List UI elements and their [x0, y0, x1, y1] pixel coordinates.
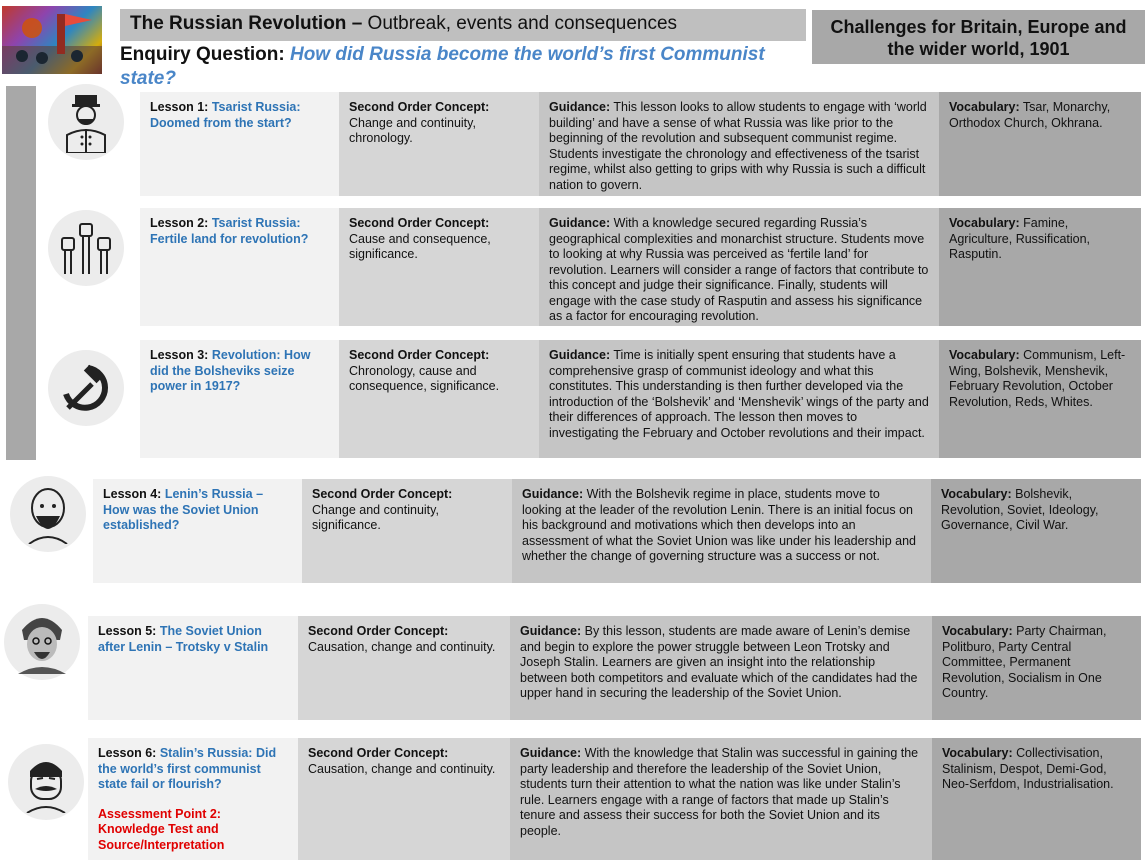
- lesson-title-cell: Lesson 2: Tsarist Russia: Fertile land for revolution?: [140, 208, 339, 326]
- vocabulary-cell: Vocabulary: Famine, Agriculture, Russification, Rasputin.: [939, 208, 1141, 326]
- vocabulary-cell: Vocabulary: Collectivisation, Stalinism, Despot, Demi-God, Neo-Serfdom, Industrialisation.: [932, 738, 1141, 860]
- lesson-row: [140, 208, 1141, 326]
- lesson-title-cell: Lesson 3: Revolution: How did the Bolsheviks seize power in 1917?: [140, 340, 339, 458]
- guidance-cell: Guidance: This lesson looks to allow students to engage with ‘world building’ and have a sense of what Russia was like prior to the beginning of the revolution and subsequent communist regime. Students investigate the chronology and effectiveness of the tsarist regime, whilst also getting to grips with why Russia is such a difficult nation to govern.: [539, 92, 939, 196]
- enquiry-label: Enquiry Question:: [120, 44, 285, 65]
- assessment-point: Assessment Point 2: Knowledge Test and Source/Interpretation: [98, 806, 225, 852]
- lesson-row: [140, 92, 1141, 196]
- concept-cell: Second Order Concept: Causation, change and continuity.: [298, 738, 510, 860]
- lenin-icon: [10, 476, 86, 552]
- revolution-painting-image: [2, 6, 102, 74]
- raised-fists-icon: [48, 210, 124, 286]
- guidance-cell: Guidance: With the knowledge that Stalin was successful in gaining the party leadership and therefore the leadership of the Soviet Union, students turn their attention to what the nation was like under Stalin’s rule. Learners engage with a range of factors that made up Stalin’s tenure and assess their success for both the Soviet Union and its people.: [510, 738, 932, 860]
- vocabulary-cell: Vocabulary: Party Chairman, Politburo, Party Central Committee, Permanent Revolution, Socialism in One Country.: [932, 616, 1141, 720]
- lesson-row: [93, 479, 1141, 583]
- enquiry-question-text: How did Russia become the world’s first Communist state?: [120, 44, 765, 89]
- vocabulary-cell: Vocabulary: Tsar, Monarchy, Orthodox Church, Okhrana.: [939, 92, 1141, 196]
- tsar-icon: [48, 84, 124, 160]
- lesson-title-cell: Lesson 4: Lenin’s Russia – How was the Soviet Union established?: [93, 479, 302, 583]
- lesson-title: Revolution: How did the Bolsheviks seize power in 1917?: [150, 348, 311, 393]
- trotsky-icon: [4, 604, 80, 680]
- lesson-title: The Soviet Union after Lenin – Trotsky v Stalin: [98, 624, 269, 654]
- guidance-cell: Guidance: Time is initially spent ensuring that students have a comprehensive grasp of communist ideology and what this constitutes. This understanding is then further developed via the introduction of the ‘Bolshevik’ and ‘Menshevik’ wings of the party and their differences of approach. The lesson then moves to investigating the February and October revolutions and their impact.: [539, 340, 939, 458]
- lesson-title-cell: Lesson 5: The Soviet Union after Lenin – Trotsky v Stalin: [88, 616, 298, 720]
- concept-cell: Second Order Concept: Cause and consequence, significance.: [339, 208, 539, 326]
- lesson-title-cell: Lesson 1: Tsarist Russia: Doomed from the start?: [140, 92, 339, 196]
- vocabulary-cell: Vocabulary: Bolshevik, Revolution, Soviet, Ideology, Governance, Civil War.: [931, 479, 1141, 583]
- unit-title: The Russian Revolution – Outbreak, events and consequences: [120, 9, 806, 41]
- lesson-title: Tsarist Russia: Doomed from the start?: [150, 100, 301, 130]
- stalin-icon: [8, 744, 84, 820]
- lesson-row: [140, 340, 1141, 458]
- lesson-row: [88, 738, 1141, 860]
- concept-cell: Second Order Concept: Chronology, cause and consequence, significance.: [339, 340, 539, 458]
- concept-cell: Second Order Concept: Change and continuity, significance.: [302, 479, 512, 583]
- vocabulary-cell: Vocabulary: Communism, Left-Wing, Bolshevik, Menshevik, February Revolution, October Revolution, Reds, Whites.: [939, 340, 1141, 458]
- concept-cell: Second Order Concept: Change and continuity, chronology.: [339, 92, 539, 196]
- section-bar: [6, 86, 36, 460]
- challenge-heading: Challenges for Britain, Europe and the wider world, 1901: [812, 10, 1145, 64]
- guidance-cell: Guidance: By this lesson, students are made aware of Lenin’s demise and begin to explore the power struggle between Leon Trotsky and Joseph Stalin. Learners are given an insight into the relationship between both competitors and evaluate which of the candidates had the upper hand in securing the leadership of the Soviet Union.: [510, 616, 932, 720]
- lesson-title-cell: Lesson 6: Stalin’s Russia: Did the world’s first communist state fail or flourish? Assessment Point 2: Knowledge Test and Source/Interpretation: [88, 738, 298, 860]
- lesson-title: Stalin’s Russia: Did the world’s first communist state fail or flourish?: [98, 746, 277, 791]
- guidance-cell: Guidance: With the Bolshevik regime in place, students move to looking at the leader of the revolution Lenin. There is an initial focus on his background and motivations which then develops into an assessment of what the Soviet Union was like under his leadership and whether the change of governing structure was a success or not.: [512, 479, 931, 583]
- lesson-title: Tsarist Russia: Fertile land for revolution?: [150, 216, 309, 246]
- lesson-title: Lenin’s Russia – How was the Soviet Union established?: [103, 487, 264, 532]
- concept-cell: Second Order Concept: Causation, change and continuity.: [298, 616, 510, 720]
- lesson-row: [88, 616, 1141, 720]
- guidance-cell: Guidance: With a knowledge secured regarding Russia’s geographical complexities and monarchist structure. Students move to looking at why Russia was perceived as ‘fertile land’ for revolution. Learners will consider a range of factors that contribute to this concept and judge their significance. Finally, students will engage with the case study of Rasputin and assess his significance as a factor for encouraging revolution.: [539, 208, 939, 326]
- hammer-sickle-icon: [48, 350, 124, 426]
- enquiry-question: [120, 43, 800, 91]
